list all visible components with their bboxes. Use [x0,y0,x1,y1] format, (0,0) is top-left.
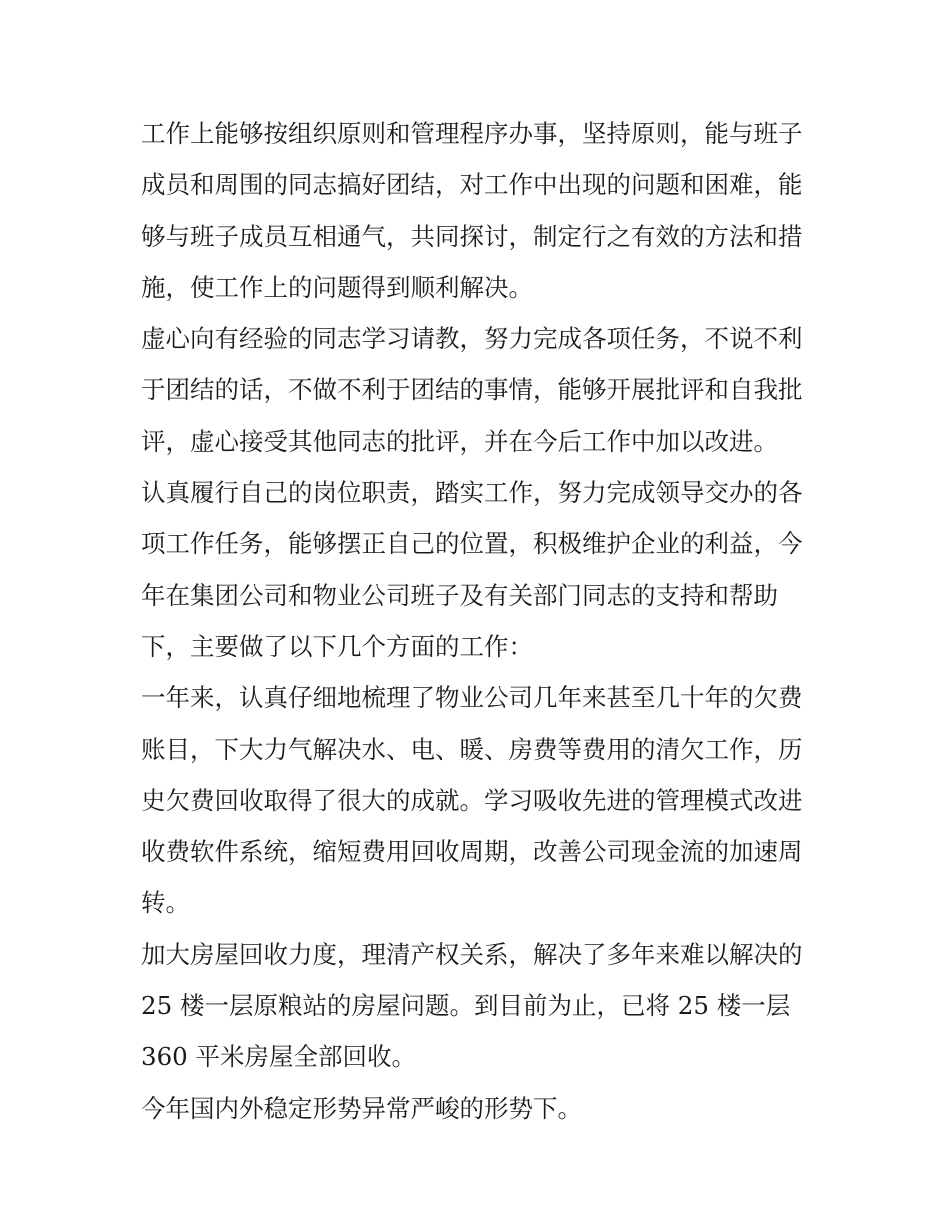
paragraph-1-line-3: 够与班子成员互相通气，共同探讨，制定行之有效的方法和措 [141,221,803,251]
paragraph-4-line-5: 转。 [141,888,190,918]
paragraph-1-line-1: 工作上能够按组织原则和管理程序办事，坚持原则，能与班子 [141,119,803,148]
paragraph-2-line-2: 于团结的话，不做不利于团结的事情，能够开展批评和自我批 [141,375,803,405]
paragraph-5-line-1: 加大房屋回收力度，理清产权关系，解决了多年来难以解决的 [141,939,803,969]
paragraph-5-line-2: 25 楼一层原粮站的房屋问题。到目前为止，已将 25 楼一层 [141,991,791,1021]
paragraph-3-line-2: 项工作任务，能够摆正自己的位置，积极维护企业的利益，今 [141,529,803,559]
paragraph-4-line-3: 史欠费回收取得了很大的成就。学习吸收先进的管理模式改进 [141,785,803,815]
paragraph-3-line-1: 认真履行自己的岗位职责，踏实工作，努力完成领导交办的各 [141,478,803,508]
paragraph-4-line-4: 收费软件系统，缩短费用回收周期，改善公司现金流的加速周 [141,837,803,867]
paragraph-6-line-1: 今年国内外稳定形势异常严峻的形势下。 [141,1093,582,1123]
paragraph-5-line-3: 360 平米房屋全部回收。 [141,1042,417,1072]
paragraph-3-line-4: 下，主要做了以下几个方面的工作： [141,631,533,661]
paragraph-1-line-2: 成员和周围的同志搞好团结，对工作中出现的问题和困难，能 [141,170,803,200]
paragraph-2-line-3: 评，虚心接受其他同志的批评，并在今后工作中加以改进。 [141,426,778,456]
paragraph-3-line-3: 年在集团公司和物业公司班子及有关部门同志的支持和帮助 [141,580,778,610]
paragraph-1-line-4: 施，使工作上的问题得到顺利解决。 [141,272,533,302]
paragraph-4-line-2: 账目，下大力气解决水、电、暖、房费等费用的清欠工作，历 [141,734,803,764]
paragraph-2-line-1: 虚心向有经验的同志学习请教，努力完成各项任务，不说不利 [141,324,803,354]
document-body [141,108,821,1134]
paragraph-4-line-1: 一年来，认真仔细地梳理了物业公司几年来甚至几十年的欠费 [141,683,803,713]
